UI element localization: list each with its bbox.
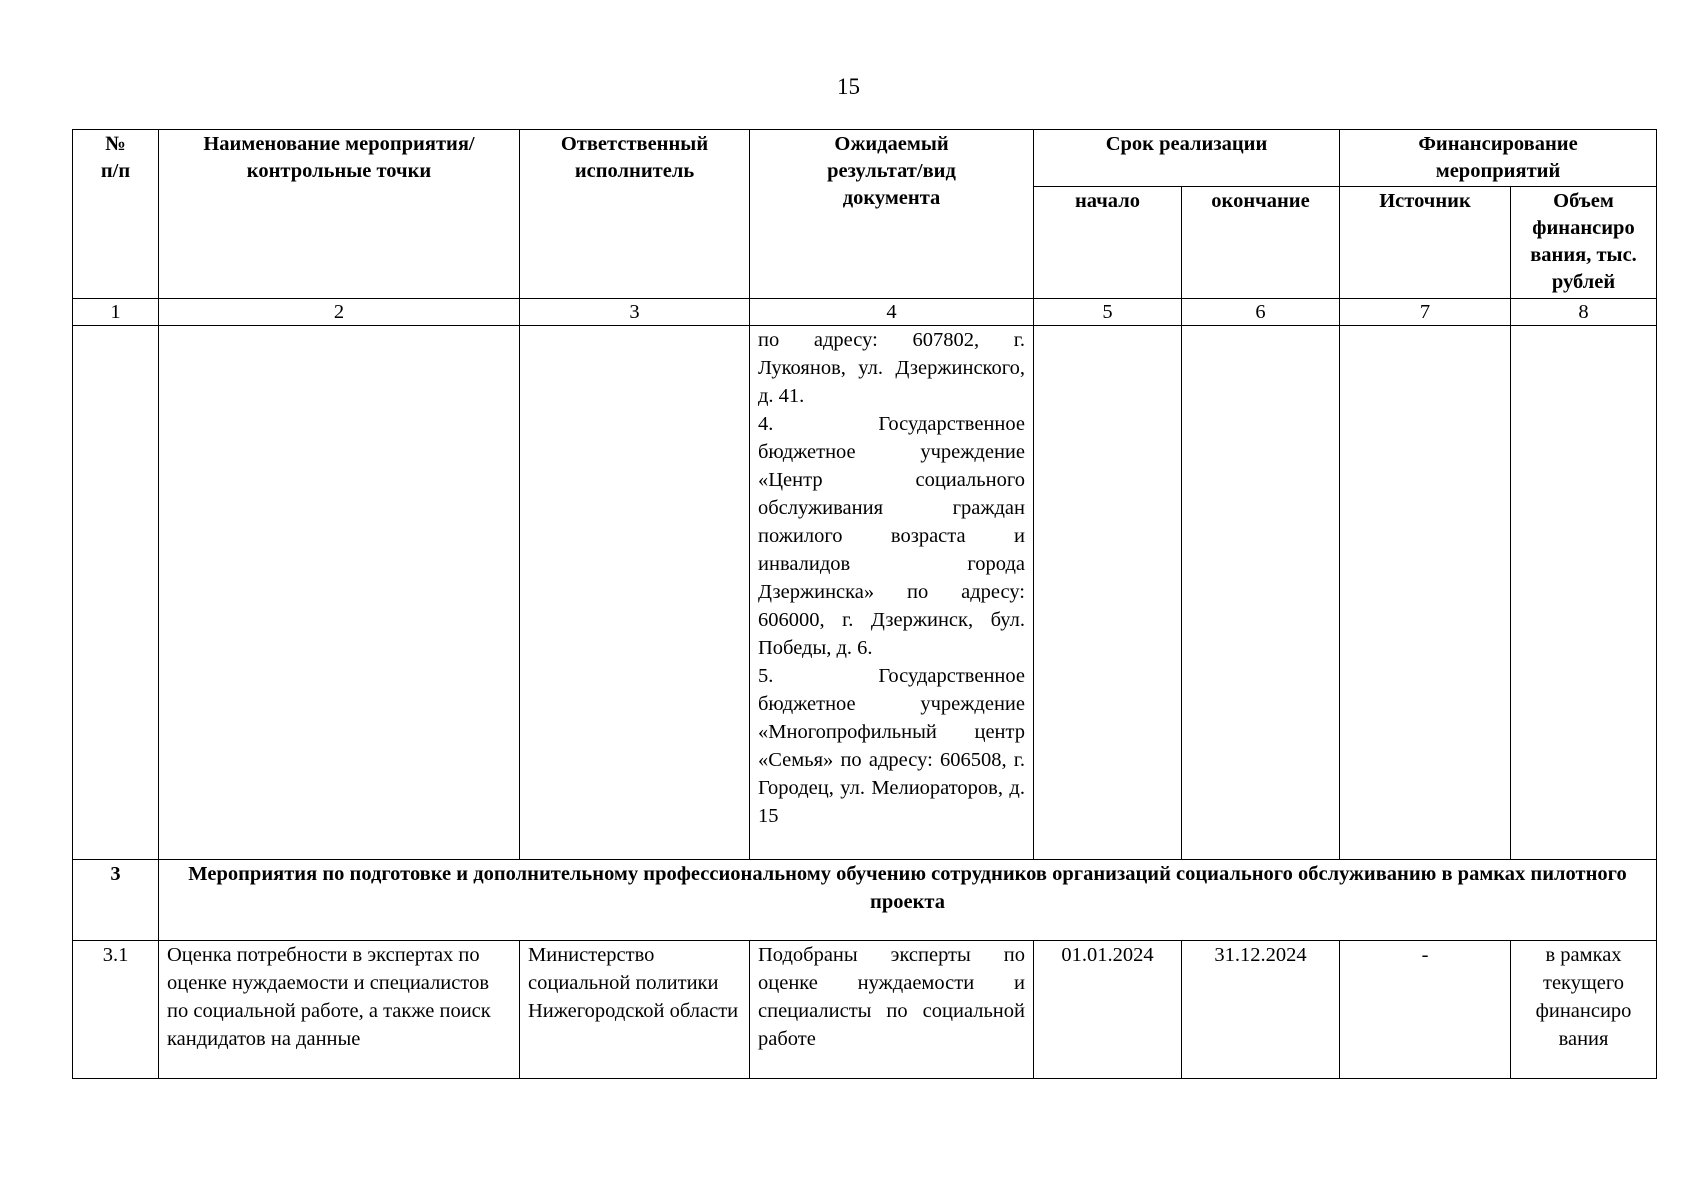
- continued-num-cell: [73, 326, 159, 860]
- column-number: 4: [750, 299, 1034, 326]
- continued-source-cell: [1340, 326, 1511, 860]
- header-start: начало: [1034, 187, 1182, 299]
- header-source: Источник: [1340, 187, 1511, 299]
- item-executor: Министерство социальной политики Нижегородской области: [520, 941, 750, 1079]
- item-source: -: [1340, 941, 1511, 1079]
- header-row-1: [73, 130, 1657, 187]
- header-end: окончание: [1182, 187, 1340, 299]
- column-number: 7: [1340, 299, 1511, 326]
- header-name: Наименование мероприятия/ контрольные точки: [159, 130, 520, 299]
- column-number: 8: [1511, 299, 1657, 326]
- column-number: 5: [1034, 299, 1182, 326]
- item-number: 3.1: [73, 941, 159, 1079]
- continued-volume-cell: [1511, 326, 1657, 860]
- column-number: 3: [520, 299, 750, 326]
- column-number: 1: [73, 299, 159, 326]
- header-result: Ожидаемый результат/вид документа: [750, 130, 1034, 299]
- header-num: № п/п: [73, 130, 159, 299]
- section-title: Мероприятия по подготовке и дополнительному профессиональному обучению сотрудников организаций социального обслуживанию в рамках пилотного проекта: [159, 860, 1657, 941]
- continued-name-cell: [159, 326, 520, 860]
- continued-result-cell: по адресу: 607802, г. Лукоянов, ул. Дзержинского, д. 41. 4. Государственное бюджетное учреждение «Центр социального обслуживания граждан пожилого возраста и инвалидов города Дзержинска» по адресу: 606000, г. Дзержинск, бул. Победы, д. 6. 5. Государственное бюджетное учреждение «Многопрофильный центр «Семья» по адресу: 606508, г. Городец, ул. Мелиораторов, д. 15: [750, 326, 1034, 860]
- item-name: Оценка потребности в экспертах по оценке нуждаемости и специалистов по социальной работе, а также поиск кандидатов на данные: [159, 941, 520, 1079]
- header-term: Срок реализации: [1034, 130, 1340, 187]
- column-number-row: [73, 299, 1657, 326]
- header-volume: Объем финансиро вания, тыс. рублей: [1511, 187, 1657, 299]
- continued-end-cell: [1182, 326, 1340, 860]
- section-row: [73, 860, 1657, 941]
- continued-executor-cell: [520, 326, 750, 860]
- continued-row: [73, 326, 1657, 860]
- page-number: 15: [837, 74, 860, 99]
- section-number: 3: [73, 860, 159, 941]
- table-row: [73, 941, 1657, 1079]
- item-start: 01.01.2024: [1034, 941, 1182, 1079]
- activity-plan-table: [72, 129, 1657, 1079]
- item-volume: в рамках текущего финансиро вания: [1511, 941, 1657, 1079]
- continued-start-cell: [1034, 326, 1182, 860]
- column-number: 2: [159, 299, 520, 326]
- item-end: 31.12.2024: [1182, 941, 1340, 1079]
- item-result: Подобраны эксперты по оценке нуждаемости и специалисты по социальной работе: [750, 941, 1034, 1079]
- column-number: 6: [1182, 299, 1340, 326]
- header-executor: Ответственный исполнитель: [520, 130, 750, 299]
- header-financing: Финансирование мероприятий: [1340, 130, 1657, 187]
